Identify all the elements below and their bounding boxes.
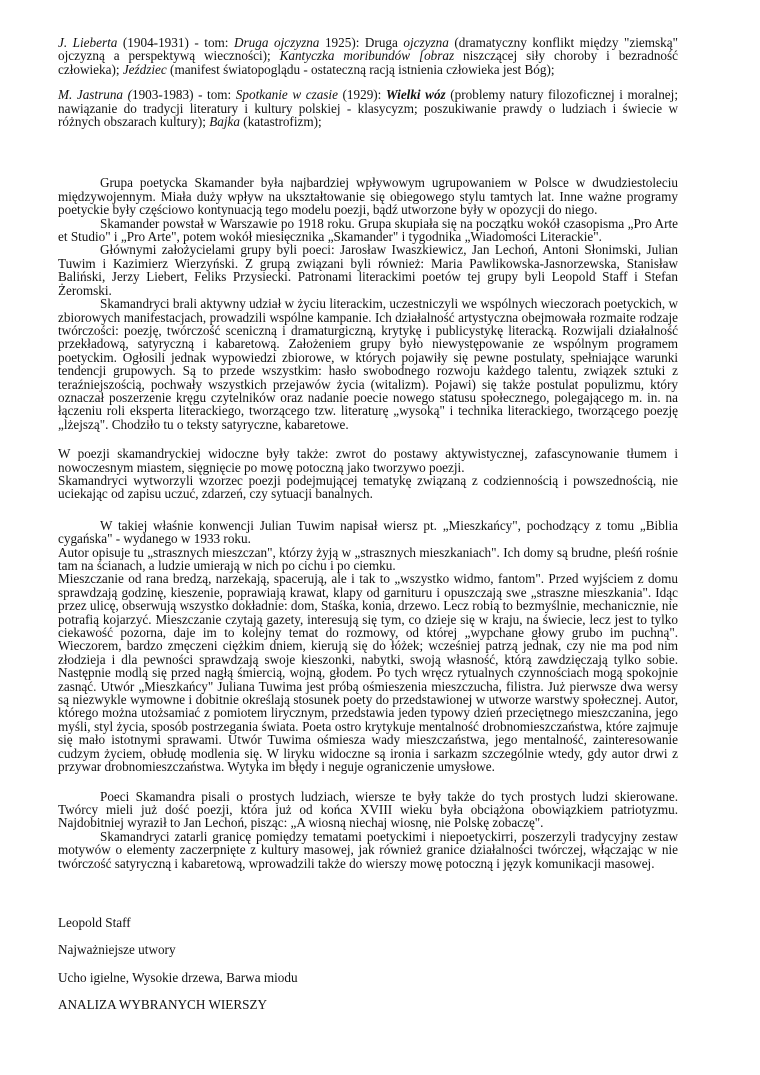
skamander-paragraph: Głównymi założycielami grupy byli poeci: Jarosław Iwaszkiewicz, Jan Lechoń, Antoni Słonimski, Julian Tuwim i Kazimierz Wierzyński. Z grupą związani byli również: Maria Pawlikowska-Jasnorzewska, Stanisław Baliński, Jerzy Liebert, Feliks Przysiecki. Patronami literackimi poetów tej grupy byli Leopold Staff i Stefan Żeromski. [58,242,678,298]
work-desc: (manifest światopoglądu - ostateczną racją istnienia człowieka jest Bóg); [166,61,555,77]
document-page [58,36,678,1012]
widoczne-paragraph: Skamandryci wytworzyli wzorzec poezji podejmującej tematykę związaną z codziennością i powszednością, nie uciekając od zapisu uczuć, zdarzeń, czy sytuacji banalnych. [58,472,678,502]
author-name: M. Jastruna ( [58,87,132,103]
author-years: (1904-1931) - tom: [117,35,235,50]
lieberta-entry [58,36,678,76]
tom-title: Druga ojczyzna [234,35,320,50]
work-title: ojczyzna [403,35,449,50]
prosci-paragraph: Skamandryci zatarli granicę pomiędzy tematami poetyckimi i niepoetyckirri, poszerzyli tradycyjny zestaw motywów o elementy zaczerpnięte z kultury masowej, jak również granice działalności twórczej, włączając w nie twórczość satyryczną i kabaretową, wprowadzili także do wierszy mowę potoczną i język komunikacji masowej. [58,828,678,871]
tuwim-paragraph: Autor opisuje tu „strasznych mieszczan", którzy żyją w „strasznych mieszkaniach". Ich domy są brudne, pleśń rośnie tam na ścianach, a ludzie umierają w nich po cichu i po ciemku. [58,544,678,573]
work-desc: (problemy natury filozoficznej i moralnej; nawiązanie do tradycji literatury i kultury polskiej - klasycyzm; poszukiwanie prawdy o ludziach i świecie w różnych obszarach kultury); [58,87,678,130]
skamander-paragraph: Skamander powstał w Warszawie po 1918 roku. Grupa skupiała się na początku wokół czasopisma „Pro Arte et Studio" i „Pro Arte", potem wokół miesięcznika „Skamander" i tygodnika „Wiadomości Literackie". [58,215,678,245]
work-desc: (katastrofizm); [240,114,322,130]
tom-title: Spotkanie w czasie [235,87,338,103]
work-title: Kantyczka moribundów [obraz [279,48,455,64]
work-desc: (dramatyczny konflikt między "ziemską" ojczyzną a perspektywą wieczności); [58,35,679,64]
section-heading: ANALIZA WYBRANYCH WIERSZY [58,997,268,1013]
skamander-paragraph: Grupa poetycka Skamander była najbardziej wpływowym ugrupowaniem w Polsce w dwudziestoleciu międzywojennym. Miała duży wpływ na ukształtowanie się obiegowego stylu tamtych lat. Inne ważne programy poetyckie były częściowo kontynuacją tego modelu poezji, bądź utworzone były w opozycji do niego. [58,175,678,218]
prosci-paragraph: Poeci Skamandra pisali o prostych ludziach, wiersze te były także do tych prostych ludzi skierowane. Twórcy mieli już dość poezji, która już od końca XVIII wieku była obciążona obowiązkiem patriotyzmu. Najdobitniej wyraził to Jan Lechoń, pisząc: „A wiosną niechaj wiosnę, nie Polskę zobaczę". [58,788,678,831]
section-line: Najważniejsze utwory [58,942,176,958]
tom-year: (1929): [337,87,386,103]
section-line: Ucho igielne, Wysokie drzewa, Barwa miodu [58,969,298,985]
work-title: Wielki wóz [385,87,446,103]
tuwim-paragraph: W takiej właśnie konwencji Julian Tuwim napisał wiersz pt. „Mieszkańcy", pochodzący z tomu „Biblia cygańska" - wydanego w 1933 roku. [58,517,678,547]
author-name: J. Lieberta [58,35,118,50]
jastruna-entry [58,88,678,128]
widoczne-paragraph: W poezji skamandryckiej widoczne były także: zwrot do postawy aktywistycznej, zafascynowanie tłumem i nowoczesnym miastem, sięgnięcie po mowę potoczną jako tworzywo poezji. [58,446,678,475]
work-desc: niszczącej siły choroby i bezradność człowieka); [58,48,679,77]
work-title: Jeździec [122,61,167,77]
author-years: 1903-1983) - tom: [131,87,236,103]
skamander-paragraph: Skamandryci brali aktywny udział w życiu literackim, uczestniczyli we wspólnych wieczorach poetyckich, w zbiorowych manifestacjach, prowadzili wspólne kampanie. Ich działalność artystyczna obejmowała rozmaite rodzaje twórczości: poezję, twórczość sceniczną i dramaturgiczną, krytykę i publicystykę literacką. Rozwijali działalność przekładową, satyryczną i kabaretową. Założeniem grupy było niewystępowanie ze wspólnym programem poetyckim. Ogłosili jednak wypowiedzi zbiorowe, w których pojawiły się pewne postulaty, spełniające warunki tendencji grupowych. Są to przede wszystkim: hasło swobodnego rozwoju każdego talentu, związek sztuki z teraźniejszością, pochwały wszystkich przejawów życia (witalizm). Pojawi) się także postulat populizmu, który oznaczał poszerzenie kręgu czytelników oraz nadanie poecie nowego statusu społecznego, polegającego m. in. na łączeniu roli eksperta literackiego, tworzącego tzw. literaturę „wysoką" i technika literackiego, tworzącego poezję „lżejszą". Chodziło tu o teksty satyryczne, kabaretowe. [58,296,678,432]
tuwim-paragraph: Mieszczanie od rana bredzą, narzekają, spacerują, ale i tak to „wszystko widmo, fantom". Przed wyjściem z domu sprawdzają godzinę, kieszenie, poprawiają krawat, klapy od garnituru i opuszczają swe „straszne mieszkania". Idąc przez ulicę, obserwują wszystko dokładnie: dom, Staśka, konia, drzewo. Lecz robią to bezmyślnie, mechanicznie, nie potrafią kojarzyć. Mieszczanie czytają gazety, interesują się tym, co dzieje się w kraju, na świecie, lecz jest to tylko ciekawość pozorna, daje im to kolejny temat do rozmowy, od której „wypchane głowy grubo im puchną". Wieczorem, bardzo zmęczeni ciężkim dniem, kierują się do łóżek; wcześniej patrzą jednak, czy nie ma pod nim złodzieja i dla pewności sprawdzają swoje kieszonki, nabytki, swoją własność, którą zawdzięczają tylko sobie. Następnie modlą się przed nagłą śmiercią, wojną, głodem. Po tych wręcz rytualnych czynnościach mogą spokojnie zasnąć. Utwór „Mieszkańcy" Juliana Tuwima jest próbą ośmieszenia mieszczucha, filistra. Już pierwsze dwa wersy są niezwykle wymowne i dobitnie określają stosunek poety do przedstawionej w utworze warstwy społecznej. Autor, którego można utożsamiać z pomiotem lirycznym, przedstawia jeden typowy dzień przeciętnego mieszczanina, jego myśli, styl życia, sposób postrzegania świata. Poeta ostro krytykuje mentalność drobnomieszczaństwa, które zajmuje się mało istotnymi sprawami. Utwór Tuwima ośmiesza wady mieszczaństwa, jego mentalność, zainteresowanie cudzym życiem, obłudę modlenia się. W liryku widoczne są ironia i sarkazm szczególnie wtedy, gdy autor drwi z przywar drobnomieszczaństwa. Wytyka im błędy i neguje ograniczenie umysłowe. [58,571,678,775]
work-title: Bajka [209,114,240,130]
tom-year: 1925): Druga [319,35,404,50]
section-line: Leopold Staff [58,914,131,930]
